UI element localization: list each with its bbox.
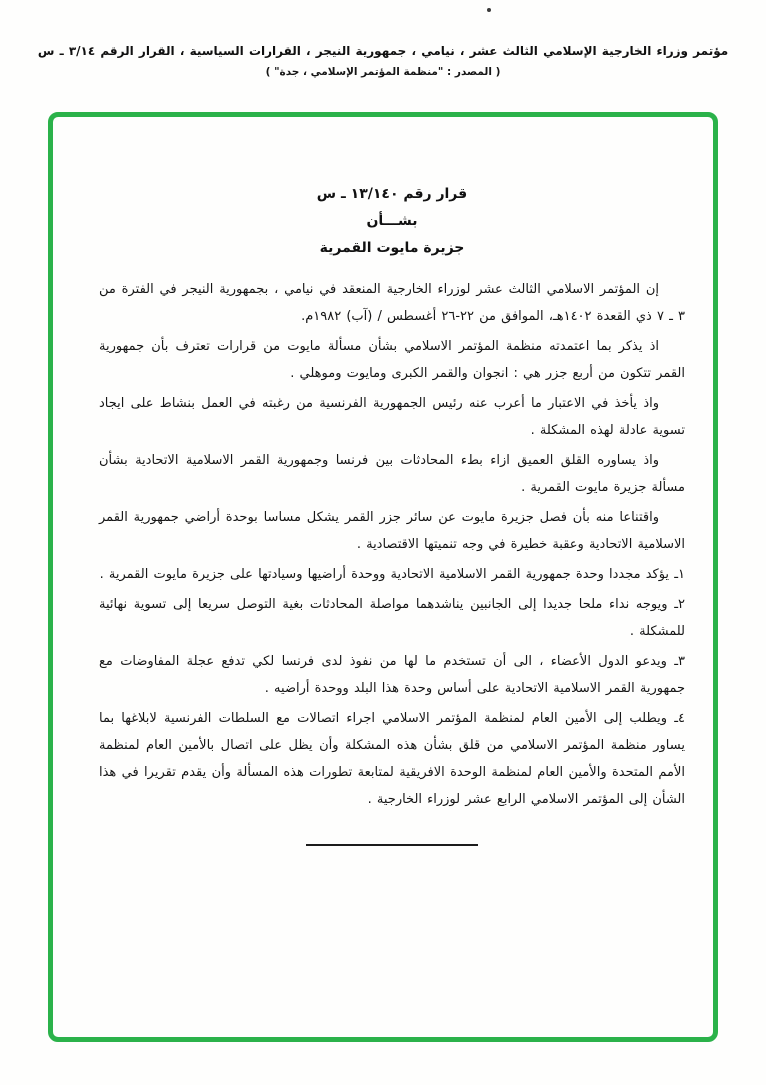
operative-item <box>99 561 685 588</box>
item-number: ١ـ <box>674 567 685 582</box>
operative-item <box>99 591 685 645</box>
source-caption: ( المصدر : "منظمة المؤتمر الإسلامي ، جدة" ) <box>265 66 501 78</box>
resolution-title-block <box>99 181 685 262</box>
operative-item <box>99 648 685 702</box>
preamble-paragraph: اذ يذكر بما اعتمدته منظمة المؤتمر الاسلامي بشأن مسألة مايوت من قرارات تعترف بأن جمهورية القمر تتكون من أربع جزر هي : انجوان والقمر الكبرى ومايوت وموهلي . <box>99 339 685 381</box>
preamble-paragraph: واذ يأخذ في الاعتبار ما أعرب عنه رئيس الجمهورية الفرنسية من رغبته في العمل بنشاط على ايجاد تسوية عادلة لهذه المشكلة . <box>99 396 685 438</box>
item-text: يؤكد مجددا وحدة جمهورية القمر الاسلامية الاتحادية ووحدة أراضيها وسيادتها على جزيرة مايوت القمرية . <box>99 567 670 582</box>
item-number: ٤ـ <box>674 711 686 726</box>
conference-caption: مؤتمر وزراء الخارجية الإسلامي الثالث عشر ، نيامي ، جمهورية النيجر ، القرارات السياسية ، القرار الرقم ٣/١٤ ـ س <box>37 44 729 58</box>
resolution-body <box>53 117 713 846</box>
item-text: ويوجه نداء ملحا جديدا إلى الجانبين يناشدهما مواصلة المحادثات بغية التوصل سريعا إلى تسوية نهائية للمشكلة . <box>99 597 685 639</box>
resolution-number-line: قرار رقم ١٣/١٤٠ ـ س <box>316 186 468 202</box>
resolution-subject-label: بشـــأن <box>366 213 418 229</box>
item-number: ٢ـ <box>674 597 685 612</box>
resolution-document-frame <box>48 112 718 1042</box>
preamble-paragraph: إن المؤتمر الاسلامي الثالث عشر لوزراء الخارجية المنعقد في نيامي ، بجمهورية النيجر في الفترة من ٣ ـ ٧ ذي القعدة ١٤٠٢هـ، الموافق من ٢٢-٢٦ أغسطس / (آب) ١٩٨٢م. <box>99 282 685 324</box>
scan-artifact-dot <box>487 8 491 12</box>
item-text: ويطلب إلى الأمين العام لمنظمة المؤتمر الاسلامي اجراء اتصالات مع السلطات الفرنسية لابلاغها بما يساور منظمة المؤتمر الاسلامي من قلق بشأن هذه المشكلة وأن يظل على اتصال بالأمين العام لمنظمة الأمم المتحدة والأمين العام لمنظمة الوحدة الافريقية لمتابعة تطورات هذه المسألة وأن يقدم تقريرا في هذا الشأن إلى المؤتمر الاسلامي الرابع عشر لوزراء الخارجية . <box>99 711 685 807</box>
closing-rule <box>306 844 478 846</box>
preamble-paragraph: واذ يساوره القلق العميق ازاء بطء المحادثات بين فرنسا وجمهورية القمر الاسلامية الاتحادية بشأن مسألة جزيرة مايوت القمرية . <box>99 453 685 495</box>
document-header <box>30 44 736 78</box>
operative-item <box>99 705 685 813</box>
preamble-paragraph: واقتناعا منه بأن فصل جزيرة مايوت عن سائر جزر القمر يشكل مساسا بوحدة أراضي جمهورية القمر الاسلامية الاتحادية وعقبة خطيرة في وجه تنميتها الاقتصادية . <box>99 510 685 552</box>
item-number: ٣ـ <box>674 654 685 669</box>
resolution-subject: جزيرة مايوت القمرية <box>319 240 465 256</box>
item-text: ويدعو الدول الأعضاء ، الى أن تستخدم ما لها من نفوذ لدى فرنسا لكي تدفع عجلة المفاوضات مع جمهورية القمر الاسلامية الاتحادية على أساس وحدة هذا البلد ووحدة أراضيه . <box>99 654 685 696</box>
